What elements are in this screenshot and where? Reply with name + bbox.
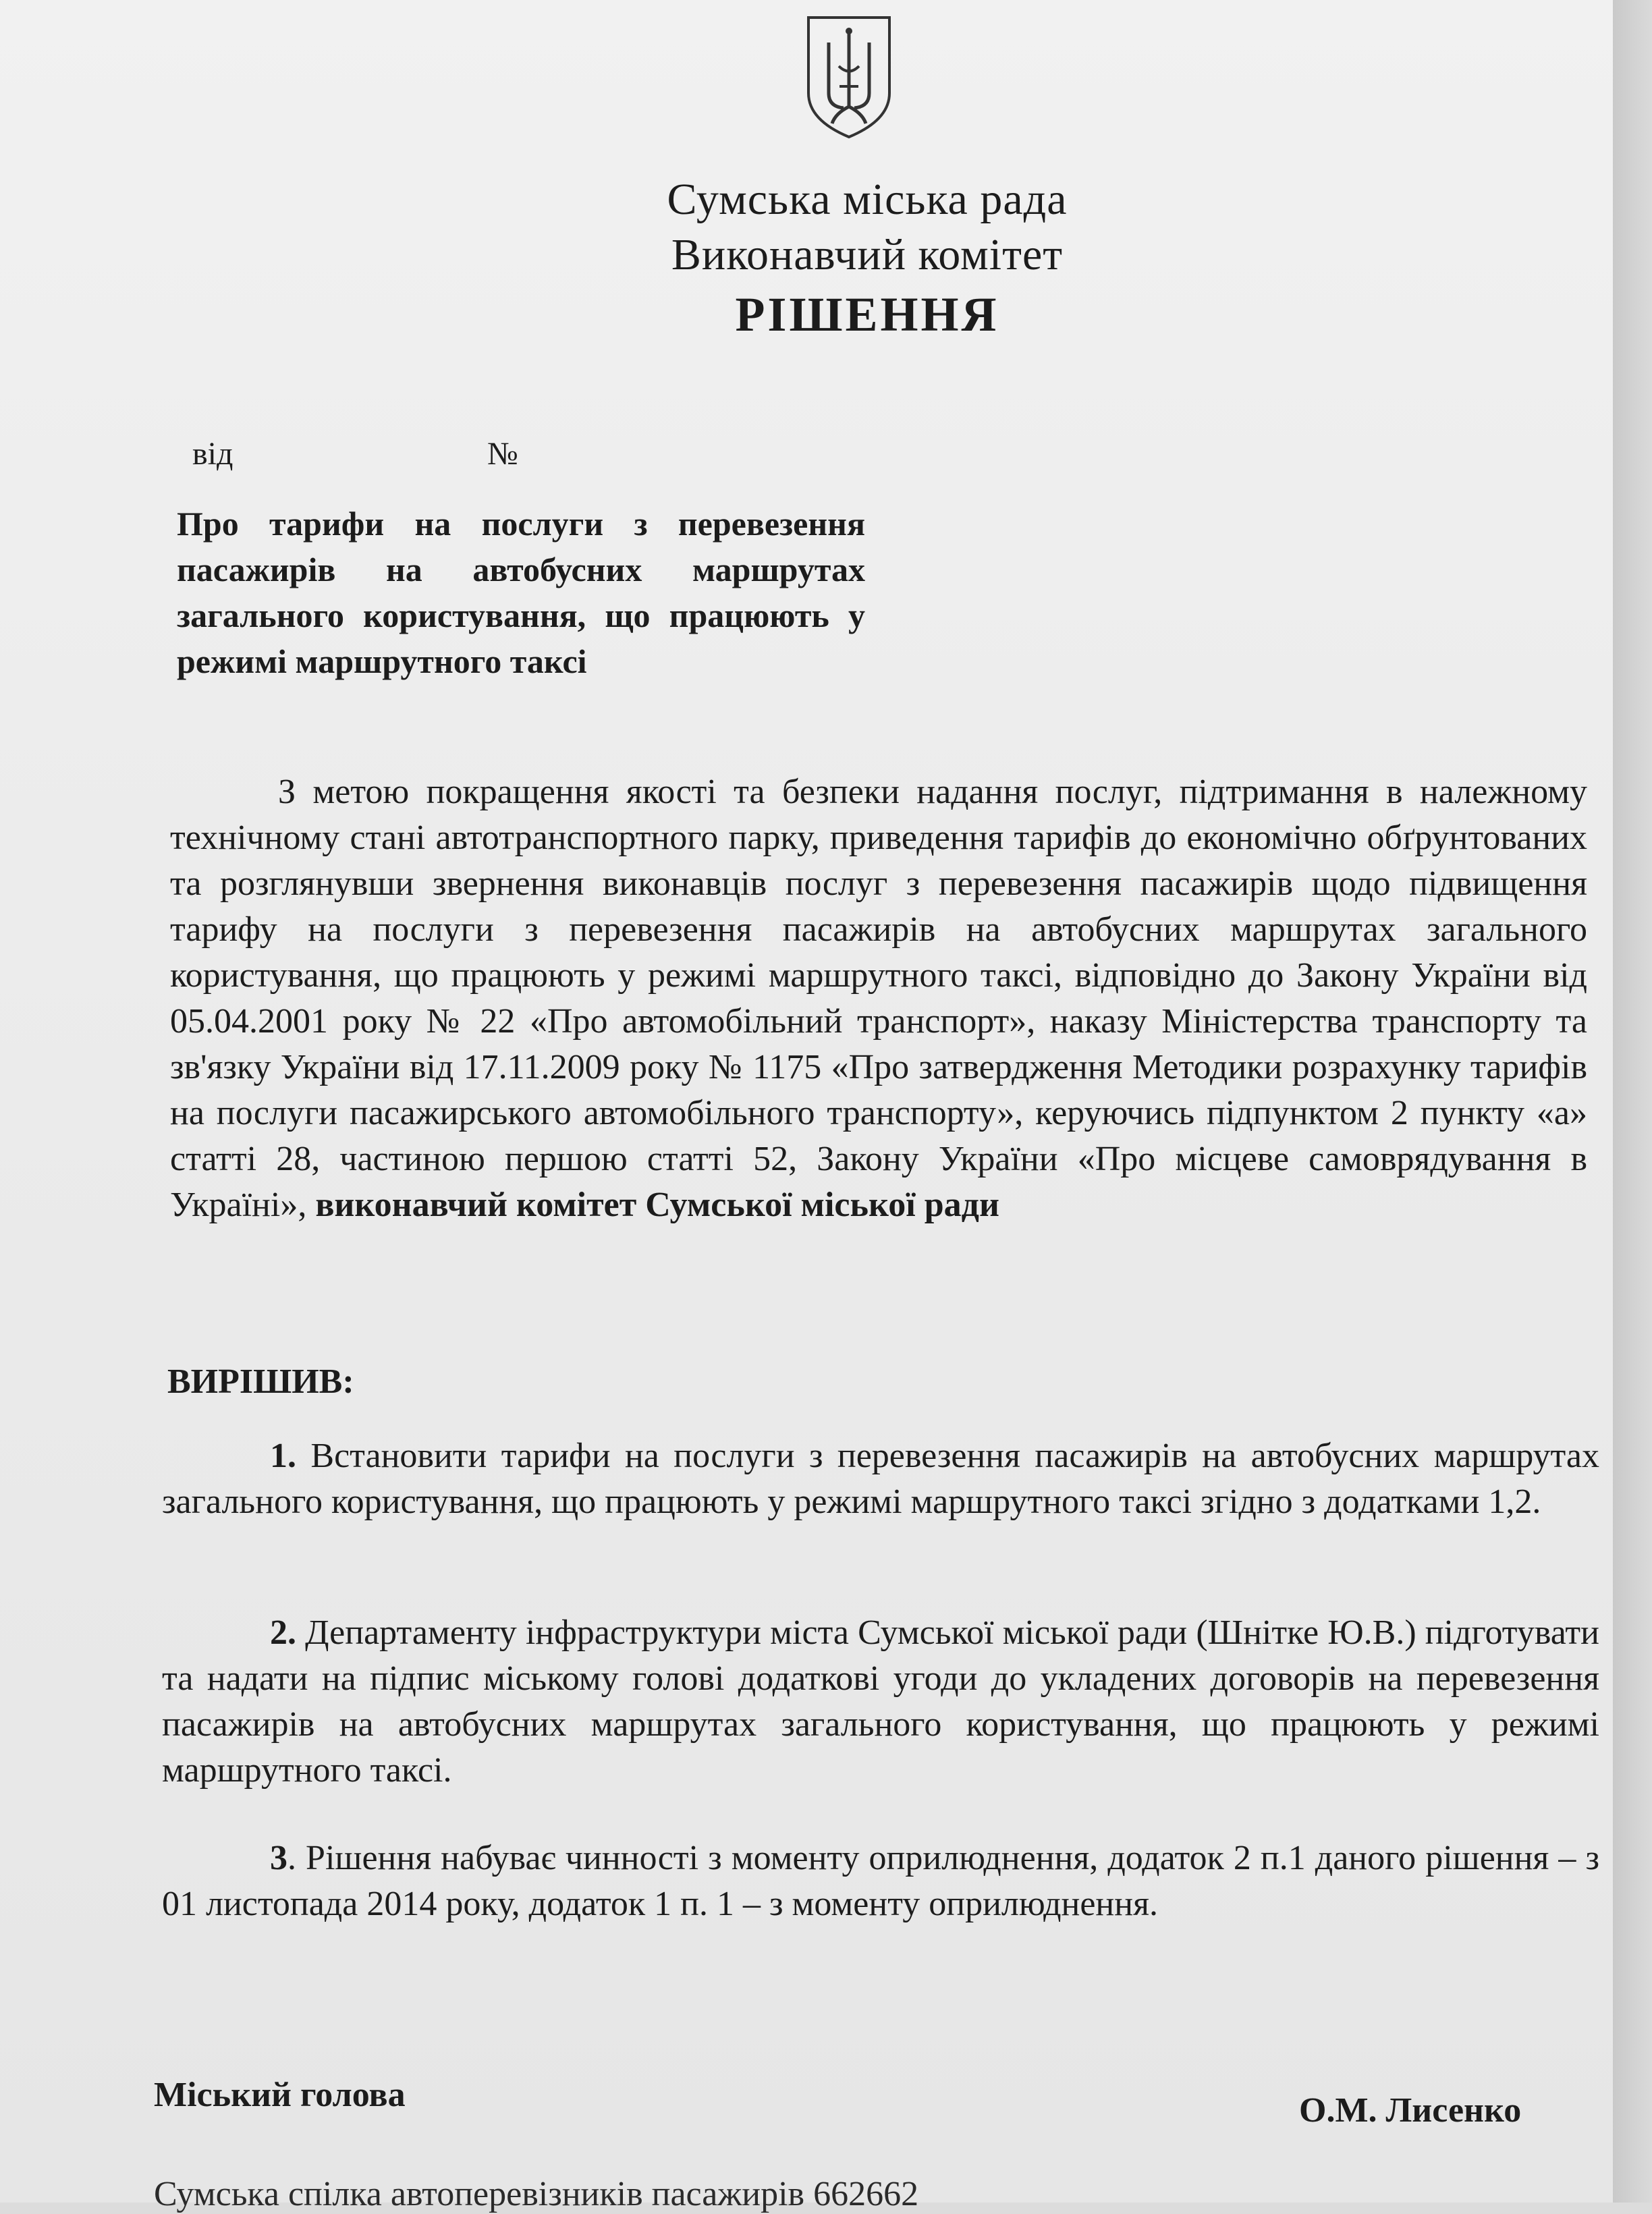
date-label: від (192, 436, 233, 472)
preamble-paragraph (170, 769, 1587, 1228)
signatory-title: Міський голова (154, 2076, 406, 2114)
number-label: № (487, 436, 518, 472)
preamble-bold-tail: виконавчий комітет Сумської міської ради (315, 1186, 999, 1224)
footer-cut-text: Сумська спілка автоперевізників пасажирів 662662 (154, 2175, 919, 2213)
signatory-name: О.М. Лисенко (1299, 2091, 1522, 2130)
preamble-text: З метою покращення якості та безпеки надання послуг, підтримання в належному технічному стані автотранспортного парку, приведення тарифів до економічно обґрунтованих та розглянувши звернення виконавців послуг з перевезення пасажирів щодо підвищення тарифу на послуги з перевезення пасажирів на автобусних маршрутах загального користування, що працюють у режимі маршрутного таксі, відповідно до Закону України від 05.04.2001 року № 22 «Про автомобільний транспорт», наказу Міністерства транспорту та зв'язку України від 17.11.2009 року № 1175 «Про затвердження Методики розрахунку тарифів на послуги пасажирського автомобільного транспорту», керуючись підпунктом 2 пункту «а» статті 28, частиною першою статті 52, Закону України «Про місцеве самоврядування в Україні», (170, 773, 1587, 1224)
decision-item-1 (162, 1433, 1599, 1525)
council-name: Сумська міська рада (667, 175, 1068, 224)
document-type: РІШЕННЯ (735, 287, 999, 341)
item-text: Встановити тарифи на послуги з перевезення пасажирів на автобусних маршрутах загального користування, що працюють у режимі маршрутного таксі згідно з додатками 1,2. (162, 1437, 1599, 1521)
decided-heading: ВИРІШИВ: (167, 1362, 354, 1401)
item-text: . Рішення набуває чинності з моменту оприлюднення, додаток 2 п.1 даного рішення – з 01 листопада 2014 року, додаток 1 п. 1 – з моменту оприлюднення. (162, 1839, 1599, 1923)
item-number: 1. (270, 1437, 296, 1475)
background-edge (1613, 0, 1652, 2203)
decision-item-3 (162, 1835, 1599, 1927)
decision-item-2 (162, 1610, 1599, 1794)
item-text: Департаменту інфраструктури міста Сумської міської ради (Шнітке Ю.В.) підготувати та надати на підпис міському голові додаткові угоди до укладених договорів на перевезення пасажирів на автобусних маршрутах загального користування, що працюють у режимі маршрутного таксі. (162, 1613, 1599, 1790)
committee-name: Виконавчий комітет (671, 230, 1064, 279)
item-number: 3 (270, 1839, 287, 1877)
coat-of-arms-icon (802, 12, 896, 140)
subject-heading: Про тарифи на послуги з перевезення пасажирів на автобусних маршрутах загального користування, що працюють у режимі маршрутного таксі (177, 505, 865, 680)
item-number: 2. (270, 1613, 296, 1652)
